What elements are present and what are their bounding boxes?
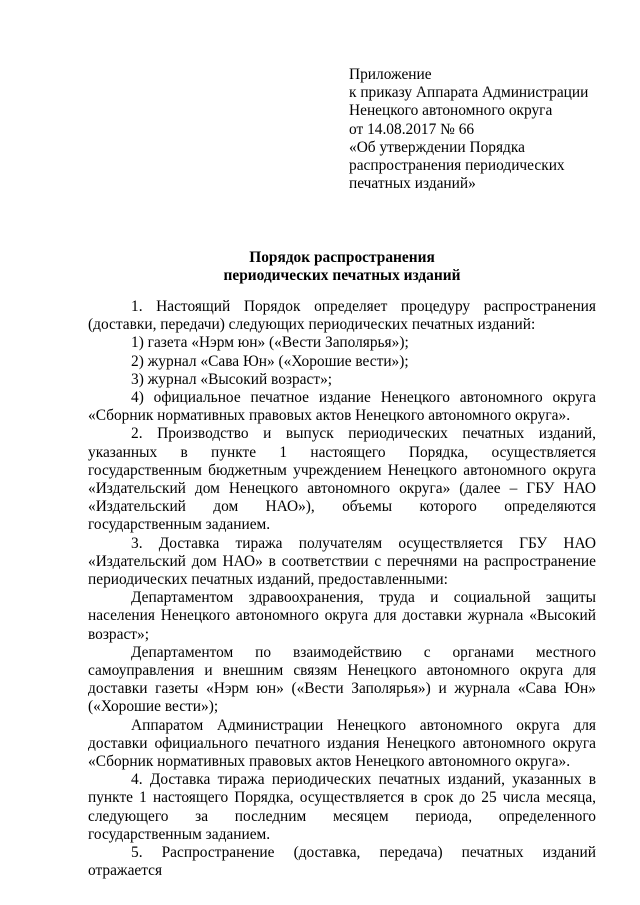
approval-line: печатных изданий» <box>349 175 476 193</box>
paragraph: 1) газета «Нэрм юн» («Вести Заполярья»); <box>131 334 409 352</box>
approval-line: «Об утверждении Порядка <box>349 138 525 156</box>
approval-line: распространения периодических <box>349 156 565 174</box>
paragraph: 1. Настоящий Порядок определяет процедуру распространения (доставки, передачи) следующих периодических печатных изданий: <box>88 298 596 334</box>
approval-line: Ненецкого автономного округа <box>349 102 553 120</box>
document-title <box>88 249 596 285</box>
paragraph: 4) официальное печатное издание Ненецкого автономного округа «Сборник нормативных правовых актов Ненецкого автономного округа». <box>88 389 596 425</box>
paragraph: 5. Распространение (доставка, передача) печатных изданий отражается <box>88 844 596 880</box>
paragraph: Аппаратом Администрации Ненецкого автономного округа для доставки официального печатного издания Ненецкого автономного округа «Сборник нормативных правовых актов Ненецкого автономного округа». <box>88 716 596 771</box>
paragraph: Департаментом по взаимодействию с органами местного самоуправления и внешним связям Ненецкого автономного округа для доставки газеты «Нэрм юн» («Вести Заполярья») и журнала «Сава Юн» («Хорошие вести»); <box>88 643 596 716</box>
approval-line: Приложение <box>349 66 432 83</box>
paragraph: 2. Производство и выпуск периодических печатных изданий, указанных в пункте 1 настоящего Порядка, осуществляется государственным бюджетным учреждением Ненецкого автономного округа «Издательский дом Ненецкого автономного округа» (далее – ГБУ НАО «Издательский дом НАО»), объемы которого определяются государственным заданием. <box>88 425 596 534</box>
approval-line: от 14.08.2017 № 66 <box>349 120 475 138</box>
approval-line: к приказу Аппарата Администрации <box>349 84 589 102</box>
approval-block <box>349 66 619 193</box>
paragraph: 3. Доставка тиража получателям осуществляется ГБУ НАО «Издательский дом НАО» в соответствии с перечнями на распространение периодических печатных изданий, предоставленными: <box>88 534 596 589</box>
paragraph: 2) журнал «Сава Юн» («Хорошие вести»); <box>131 352 409 370</box>
paragraph: Департаментом здравоохранения, труда и социальной защиты населения Ненецкого автономного округа для доставки журнала «Высокий возраст»; <box>88 589 596 643</box>
document-body <box>88 298 596 881</box>
title-line: Порядок распространения <box>249 249 435 266</box>
title-line: периодических печатных изданий <box>223 267 461 285</box>
paragraph: 3) журнал «Высокий возраст»; <box>131 370 333 388</box>
paragraph: 4. Доставка тиража периодических печатных изданий, указанных в пункте 1 настоящего Порядка, осуществляется в срок до 25 числа месяца, следующего за последним месяцем периода, определенного государственным заданием. <box>88 771 596 843</box>
